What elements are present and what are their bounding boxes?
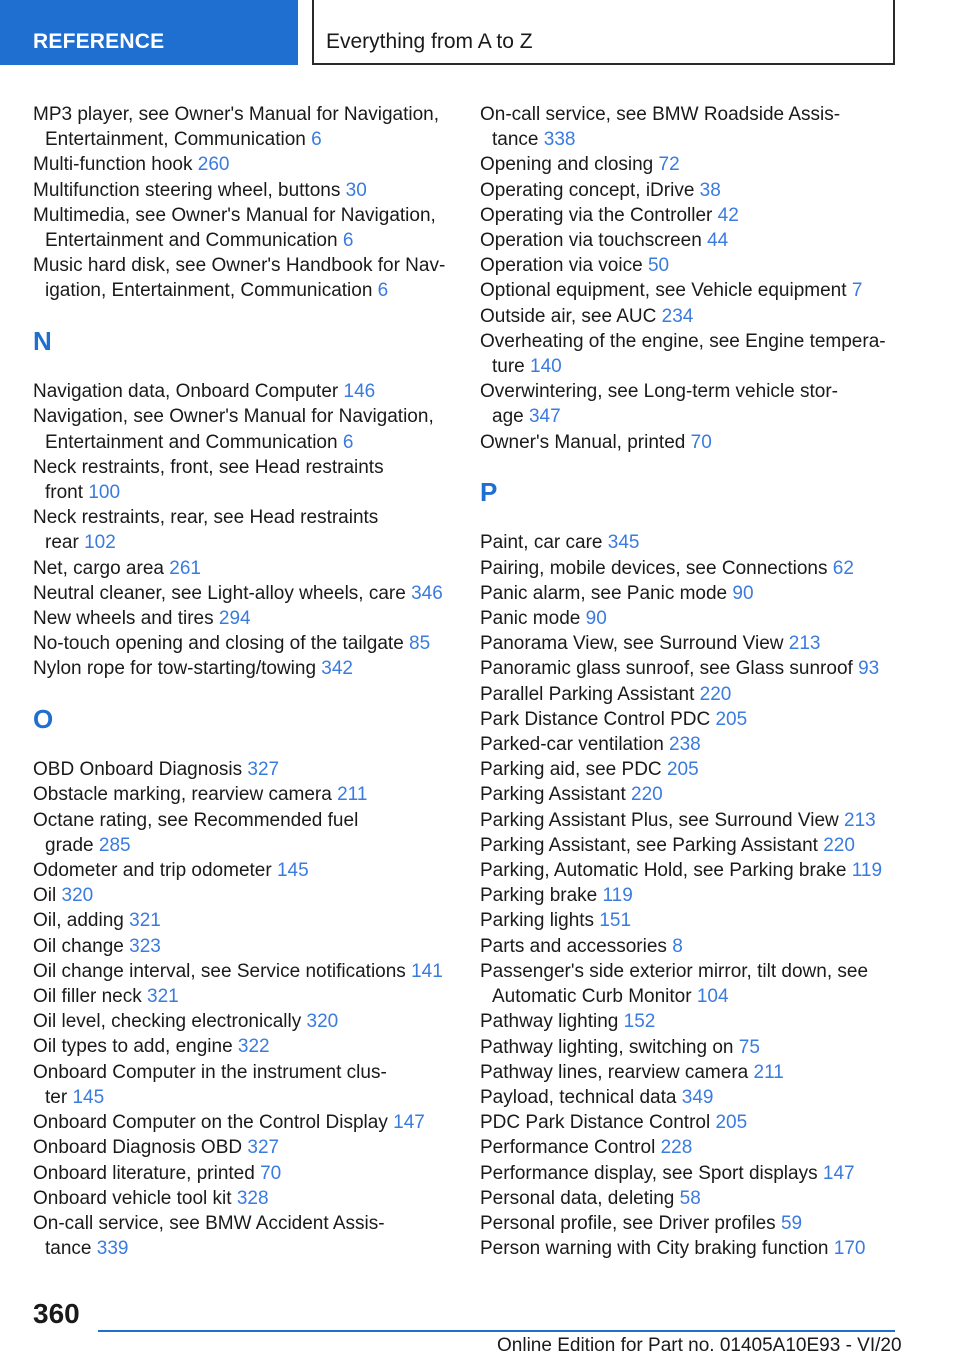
index-entry [480, 1161, 900, 1186]
index-entry-text: Owner's Manual, printed [480, 431, 686, 453]
index-entry-text: Paint, car care [480, 532, 603, 554]
page-reference-link[interactable]: 6 [377, 280, 389, 302]
page-reference-link[interactable]: 151 [599, 910, 632, 932]
index-entry-text: Oil change [33, 935, 124, 957]
page-reference-link[interactable]: 261 [169, 557, 201, 579]
page-reference-link[interactable]: 102 [84, 532, 116, 554]
index-entry [480, 782, 900, 807]
page-reference-link[interactable]: 323 [129, 935, 161, 957]
index-entry [480, 1236, 900, 1261]
index-entry [480, 152, 900, 177]
index-entry [33, 631, 453, 656]
index-entry-text: Oil [33, 885, 57, 907]
index-entry [33, 1110, 453, 1135]
page-reference-link[interactable]: 38 [699, 179, 721, 201]
index-entry-text: Neck restraints, front, see Head restraints [33, 456, 384, 478]
index-entry-text: Navigation, see Owner's Manual for Navigation, [33, 406, 434, 428]
index-entry-text: ter [45, 1086, 68, 1108]
index-entry [33, 253, 453, 303]
page-reference-link[interactable]: 327 [247, 759, 280, 781]
index-entry [480, 883, 900, 908]
index-entry [480, 858, 900, 883]
index-entry-text: MP3 player, see Owner's Manual for Navigation, [33, 104, 439, 125]
index-entry-text: Panorama View, see Surround View [480, 633, 784, 655]
index-entry-text: Music hard disk, see Owner's Handbook for Nav- [33, 255, 446, 277]
page-reference-link[interactable]: 320 [306, 1011, 339, 1033]
page-reference-link[interactable]: 213 [788, 633, 821, 655]
index-entry [480, 1060, 900, 1085]
index-entry [480, 732, 900, 757]
index-entry [33, 152, 453, 177]
index-entry-text: tance [45, 1238, 92, 1260]
page-reference-link[interactable]: 50 [647, 255, 670, 277]
page-reference-link[interactable]: 285 [98, 834, 131, 856]
page-reference-link[interactable]: 104 [696, 986, 729, 1008]
index-entry-text: igation, Entertainment, Communication [45, 280, 373, 302]
page-reference-link[interactable]: 85 [409, 633, 431, 655]
index-entry [33, 757, 453, 782]
index-entry-text: OBD Onboard Diagnosis [33, 759, 243, 781]
index-entry-text: Parking lights [480, 910, 595, 932]
footer-edition: Online Edition for Part no. 01405A10E93 - VI/20 [497, 1335, 902, 1356]
page-reference-link[interactable]: 338 [543, 129, 576, 151]
index-entry [480, 757, 900, 782]
page-reference-link[interactable]: 205 [666, 759, 699, 781]
index-entry-text: Obstacle marking, rearview camera [33, 784, 332, 806]
index-entry [480, 606, 900, 631]
index-entry-text: Payload, technical data [480, 1086, 677, 1108]
index-entry-text: Parking, Automatic Hold, see Parking brake [480, 860, 847, 882]
page-reference-link[interactable]: 44 [707, 230, 729, 252]
page-reference-link[interactable]: 119 [602, 885, 633, 907]
index-entry [33, 984, 453, 1009]
index-entry [480, 304, 900, 329]
page-reference-link[interactable]: 213 [844, 809, 876, 831]
index-entry-text: Personal profile, see Driver profiles [480, 1212, 776, 1234]
index-entry [480, 379, 900, 429]
page-reference-link[interactable]: 220 [823, 834, 855, 856]
index-column-left [33, 102, 453, 1261]
index-entry [480, 530, 900, 555]
index-entry [480, 228, 900, 253]
index-entry-text: age [492, 406, 524, 428]
index-entry [33, 1060, 453, 1110]
index-entry-text: Pathway lighting, switching on [480, 1036, 734, 1058]
index-entry [33, 455, 453, 505]
index-entry [480, 808, 900, 833]
index-entry [33, 178, 453, 203]
index-entry [33, 959, 453, 984]
index-entry-text: Onboard literature, printed [33, 1162, 255, 1184]
page-number: 360 [33, 1298, 80, 1329]
index-entry-text: Performance Control [480, 1137, 656, 1159]
page-reference-link[interactable]: 147 [822, 1162, 855, 1184]
index-letter-heading: O [33, 703, 54, 734]
index-entry-text: Parking Assistant [480, 784, 626, 806]
index-entry [480, 1135, 900, 1160]
index-entry-text: Person warning with City braking function [480, 1238, 829, 1260]
index-entry-text: Pathway lighting [480, 1011, 619, 1033]
index-entry [33, 883, 453, 908]
page-reference-link[interactable]: 72 [658, 154, 680, 176]
index-entry-text: Optional equipment, see Vehicle equipment [480, 280, 847, 302]
index-entry [480, 430, 900, 455]
index-entry-text: Opening and closing [480, 154, 654, 176]
page-reference-link[interactable]: 345 [607, 532, 640, 554]
index-entry [480, 203, 900, 228]
page-reference-link[interactable]: 205 [715, 708, 748, 730]
index-entry [33, 858, 453, 883]
page-reference-link[interactable]: 8 [672, 935, 683, 957]
index-entry-text: Parking Assistant Plus, see Surround View [480, 809, 839, 831]
section-tab [0, 0, 298, 65]
index-entry [33, 934, 453, 959]
index-entry-text: Octane rating, see Recommended fuel [33, 809, 359, 831]
index-entry-text: Odometer and trip odometer [33, 860, 272, 882]
page-reference-link[interactable]: 220 [699, 683, 732, 705]
index-entry [480, 1009, 900, 1034]
footer-divider [98, 1330, 895, 1332]
index-entry [480, 959, 900, 1009]
page-reference-link[interactable]: 294 [218, 608, 251, 630]
index-entry [33, 1034, 453, 1059]
page-reference-link[interactable]: 347 [528, 406, 561, 428]
index-entry [33, 379, 453, 404]
page-reference-link[interactable]: 30 [345, 179, 367, 201]
index-entry [33, 1211, 453, 1261]
index-entry-text: Navigation data, Onboard Computer [33, 381, 339, 403]
page-reference-link[interactable]: 339 [96, 1238, 129, 1260]
index-entry [480, 278, 900, 303]
page-reference-link[interactable]: 346 [411, 582, 443, 604]
index-entry-text: rear [45, 532, 79, 554]
index-entry [480, 1211, 900, 1236]
index-entry-text: Overheating of the engine, see Engine tempera- [480, 330, 886, 352]
page-reference-link[interactable]: 146 [343, 381, 376, 403]
page-reference-link[interactable]: 328 [236, 1187, 269, 1209]
index-entry-text: Onboard Computer in the instrument clus- [33, 1061, 387, 1083]
index-entry [33, 1161, 453, 1186]
header-title: Everything from A to Z [326, 30, 533, 53]
index-entry-text: Park Distance Control PDC [480, 708, 711, 730]
page-reference-link[interactable]: 119 [851, 860, 883, 882]
index-entry [480, 1085, 900, 1110]
index-entry [480, 1035, 900, 1060]
page-reference-link[interactable]: 322 [237, 1036, 270, 1058]
index-entry [33, 808, 453, 858]
header-title-box [312, 0, 895, 65]
page-reference-link[interactable]: 211 [753, 1061, 784, 1083]
page-reference-link[interactable]: 145 [276, 860, 309, 882]
page-reference-link[interactable]: 90 [585, 608, 607, 630]
page-reference-link[interactable]: 147 [393, 1112, 425, 1134]
index-entry-text: Neutral cleaner, see Light-alloy wheels, care [33, 582, 406, 604]
index-entry-text: Personal data, deleting [480, 1187, 675, 1209]
index-entry-text: New wheels and tires [33, 608, 214, 630]
index-entry-text: No-touch opening and closing of the tailgate [33, 633, 404, 655]
page-reference-link[interactable]: 327 [247, 1137, 280, 1159]
index-entry [480, 631, 900, 656]
index-entry [480, 656, 900, 681]
page-reference-link[interactable]: 58 [679, 1187, 701, 1209]
index-entry [33, 581, 453, 606]
index-entry-text: Onboard Computer on the Control Display [33, 1112, 388, 1134]
index-entry [480, 682, 900, 707]
index-entry-text: grade [45, 834, 94, 856]
page-reference-link[interactable]: 321 [147, 986, 179, 1008]
index-entry [33, 203, 453, 253]
page-reference-link[interactable]: 6 [342, 230, 354, 252]
page-reference-link[interactable]: 70 [260, 1162, 282, 1184]
page-reference-link[interactable]: 342 [321, 658, 353, 680]
index-entry [33, 505, 453, 555]
page-reference-link[interactable]: 140 [530, 356, 562, 378]
index-entry-text: Panic mode [480, 608, 581, 630]
index-entry-text: Parked-car ventilation [480, 734, 664, 756]
page-reference-link[interactable]: 93 [858, 658, 880, 680]
index-entry [480, 556, 900, 581]
page-reference-link[interactable]: 211 [337, 784, 368, 806]
index-entry-text: Oil types to add, engine [33, 1036, 233, 1058]
index-entry [33, 656, 453, 681]
index-entry-text: Outside air, see AUC [480, 305, 657, 327]
index-entry [480, 707, 900, 732]
index-letter-heading: P [480, 476, 498, 507]
index-entry-text: On-call service, see BMW Roadside Assis- [480, 104, 841, 125]
index-entry [480, 833, 900, 858]
index-letter-heading: N [33, 325, 52, 356]
index-entry [480, 329, 900, 379]
index-entry [480, 102, 900, 152]
index-entry-text: Performance display, see Sport displays [480, 1162, 818, 1184]
page-reference-link[interactable]: 228 [660, 1137, 693, 1159]
page-reference-link[interactable]: 62 [832, 557, 854, 579]
index-entry-text: Pathway lines, rearview camera [480, 1061, 749, 1083]
index-entry-text: Parking aid, see PDC [480, 759, 662, 781]
page-reference-link[interactable]: 234 [661, 305, 694, 327]
index-entry-text: Nylon rope for tow-starting/towing [33, 658, 317, 680]
index-entry-text: front [45, 482, 84, 504]
page-reference-link[interactable]: 141 [411, 960, 443, 982]
page-reference-link[interactable]: 75 [738, 1036, 760, 1058]
page-reference-link[interactable]: 59 [780, 1212, 803, 1234]
index-entry [480, 253, 900, 278]
index-entry-text: tance [492, 129, 539, 151]
index-entry [33, 556, 453, 581]
page-reference-link[interactable]: 70 [690, 431, 712, 453]
page-reference-link[interactable]: 6 [311, 129, 322, 151]
index-entry-text: Operating concept, iDrive [480, 179, 695, 201]
index-entry-text: Entertainment, Communication [45, 129, 306, 151]
page-reference-link[interactable]: 145 [72, 1086, 105, 1108]
index-entry-text: Oil filler neck [33, 986, 142, 1008]
index-entry [33, 782, 453, 807]
page-reference-link[interactable]: 42 [717, 204, 739, 226]
index-entry-text: Multi-function hook [33, 154, 193, 176]
index-entry-text: Automatic Curb Monitor [492, 986, 692, 1008]
page-reference-link[interactable]: 220 [631, 784, 663, 806]
index-entry-text: Onboard vehicle tool kit [33, 1187, 232, 1209]
page-reference-link[interactable]: 100 [88, 482, 121, 504]
page-reference-link[interactable]: 260 [197, 154, 230, 176]
page-reference-link[interactable]: 152 [623, 1011, 656, 1033]
index-entry [480, 908, 900, 933]
index-entry [33, 404, 453, 454]
index-entry-text: PDC Park Distance Control [480, 1112, 711, 1134]
index-entry [480, 178, 900, 203]
index-entry [33, 606, 453, 631]
index-entry [480, 934, 900, 959]
index-entry-text: On-call service, see BMW Accident Assis- [33, 1212, 385, 1234]
page-reference-link[interactable]: 7 [851, 280, 863, 302]
index-entry-text: Net, cargo area [33, 557, 164, 579]
index-entry-text: Oil change interval, see Service notifications [33, 960, 406, 982]
page-reference-link[interactable]: 320 [61, 885, 94, 907]
index-entry-text: Entertainment and Communication [45, 431, 338, 453]
index-entry-text: Operation via voice [480, 255, 643, 277]
page-reference-link[interactable]: 6 [342, 431, 354, 453]
section-label: REFERENCE [33, 30, 165, 53]
index-entry-text: Multimedia, see Owner's Manual for Navigation, [33, 204, 436, 226]
index-entry-text: Entertainment and Communication [45, 230, 338, 252]
index-entry-text: Multifunction steering wheel, buttons [33, 179, 341, 201]
page-reference-link[interactable]: 321 [129, 910, 161, 932]
index-entry-text: Oil level, checking electronically [33, 1011, 302, 1033]
index-entry [33, 908, 453, 933]
page-reference-link[interactable]: 349 [681, 1086, 714, 1108]
index-entry-text: Passenger's side exterior mirror, tilt down, see [480, 960, 869, 982]
index-entry-text: Neck restraints, rear, see Head restraints [33, 507, 379, 529]
index-entry [480, 1110, 900, 1135]
index-entry-text: Parallel Parking Assistant [480, 683, 695, 705]
index-entry-text: Overwintering, see Long-term vehicle stor- [480, 381, 838, 403]
index-entry-text: Parking Assistant, see Parking Assistant [480, 834, 818, 856]
index-entry-text: Operation via touchscreen [480, 230, 702, 252]
index-entry-text: Onboard Diagnosis OBD [33, 1137, 243, 1159]
index-entry-text: Pairing, mobile devices, see Connections [480, 557, 828, 579]
index-entry [33, 102, 453, 152]
index-entry-text: Panic alarm, see Panic mode [480, 582, 728, 604]
page-reference-link[interactable]: 90 [732, 582, 754, 604]
index-entry-text: Oil, adding [33, 910, 124, 932]
index-column-right [480, 102, 900, 1261]
index-entry-text: ture [492, 356, 525, 378]
page-reference-link[interactable]: 205 [715, 1112, 748, 1134]
page-reference-link[interactable]: 238 [669, 734, 701, 756]
index-entry-text: Parking brake [480, 885, 598, 907]
index-entry [480, 1186, 900, 1211]
index-entry [480, 581, 900, 606]
index-entry [33, 1186, 453, 1211]
index-entry-text: Operating via the Controller [480, 204, 713, 226]
index-entry-text: Parts and accessories [480, 935, 667, 957]
index-entry [33, 1135, 453, 1160]
page-reference-link[interactable]: 170 [833, 1238, 866, 1260]
index-entry-text: Panoramic glass sunroof, see Glass sunroof [480, 658, 853, 680]
index-entry [33, 1009, 453, 1034]
